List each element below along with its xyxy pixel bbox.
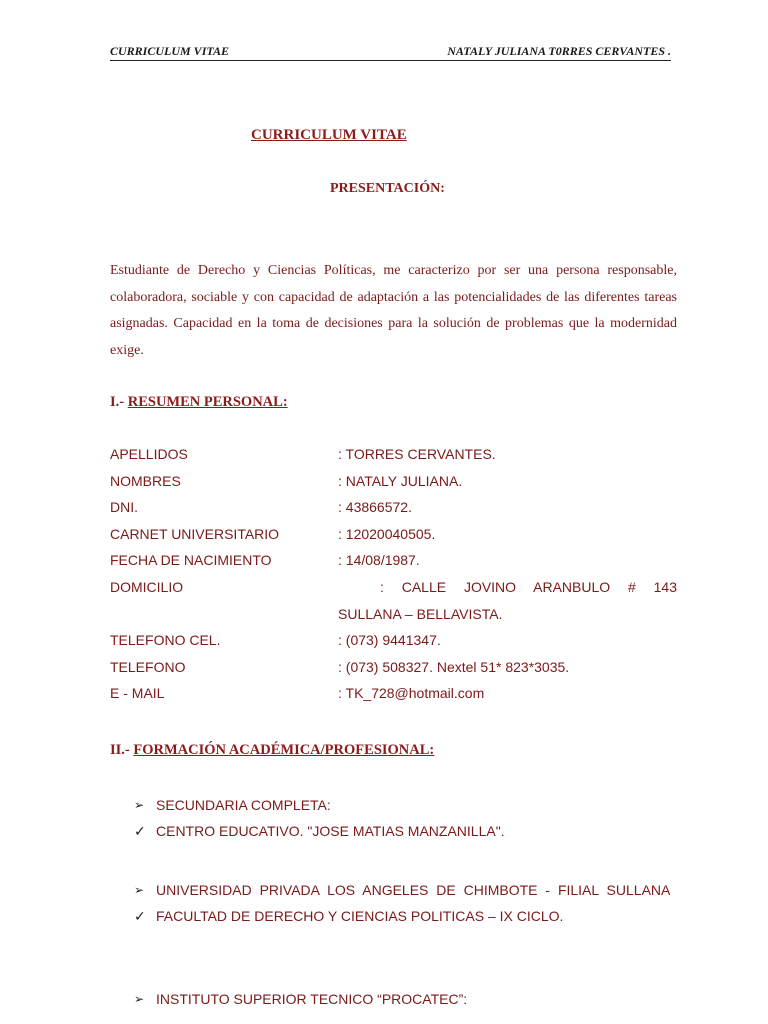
info-row-domicilio-cont bbox=[110, 606, 677, 633]
info-key: APELLIDOS bbox=[110, 446, 188, 462]
info-value: : NATALY JULIANA. bbox=[338, 472, 463, 489]
info-key: NOMBRES bbox=[110, 472, 181, 489]
info-row-email bbox=[110, 685, 677, 712]
info-key: FECHA DE NACIMIENTO bbox=[110, 552, 272, 569]
section-label: FORMACIÓN ACADÉMICA/PROFESIONAL: bbox=[133, 742, 435, 758]
list-subitem-label: CENTRO EDUCATIVO. "JOSE MATIAS MANZANILLA". bbox=[156, 823, 505, 839]
info-key: CARNET UNIVERSITARIO bbox=[110, 525, 280, 542]
info-row-carnet bbox=[110, 526, 677, 553]
presentation-heading: PRESENTACIÓN: bbox=[330, 181, 445, 196]
info-value: : 12020040505. bbox=[338, 525, 436, 542]
personal-info bbox=[110, 446, 677, 712]
header-left: CURRICULUM VITAE bbox=[110, 44, 230, 58]
arrow-bullet-icon: ➢ bbox=[134, 883, 145, 897]
list-item-label: UNIVERSIDAD PRIVADA LOS ANGELES DE CHIMBOTE - FILIAL SULLANA bbox=[156, 882, 671, 898]
section-label: RESUMEN PERSONAL: bbox=[127, 394, 288, 410]
list-item-label: INSTITUTO SUPERIOR TECNICO “PROCATEC”: bbox=[156, 991, 468, 1007]
arrow-bullet-icon: ➢ bbox=[134, 992, 145, 1006]
list-item bbox=[134, 986, 677, 1012]
arrow-bullet-icon: ➢ bbox=[134, 798, 145, 812]
header-right: NATALY JULIANA T0RRES CERVANTES . bbox=[447, 44, 671, 58]
info-value: : TORRES CERVANTES. bbox=[338, 446, 496, 462]
section-personal-heading bbox=[110, 394, 288, 411]
section-number: II.- bbox=[110, 742, 134, 758]
info-key: E - MAIL bbox=[110, 685, 165, 702]
info-row-domicilio bbox=[110, 579, 677, 606]
info-key: DOMICILIO bbox=[110, 578, 184, 595]
section-education-heading bbox=[110, 742, 434, 759]
list-item bbox=[134, 792, 677, 818]
info-row-telefono bbox=[110, 659, 677, 686]
info-key: DNI. bbox=[110, 499, 138, 516]
info-value: : CALLE JOVINO ARANBULO # 143 bbox=[380, 578, 677, 595]
list-subitem-label: FACULTAD DE DERECHO Y CIENCIAS POLITICAS – IX CICLO. bbox=[156, 908, 564, 924]
list-item-label: SECUNDARIA COMPLETA: bbox=[156, 797, 331, 813]
info-row-nombres bbox=[110, 473, 677, 500]
document-title: CURRICULUM VITAE bbox=[251, 127, 407, 143]
info-value: : 14/08/1987. bbox=[338, 552, 420, 569]
education-list-universidad bbox=[134, 877, 677, 929]
info-key: TELEFONO CEL. bbox=[110, 632, 221, 649]
info-row-dni bbox=[110, 499, 677, 526]
list-subitem bbox=[88, 903, 677, 929]
list-item bbox=[134, 877, 677, 903]
info-value: : (073) 9441347. bbox=[338, 632, 441, 649]
section-number: I.- bbox=[110, 394, 128, 410]
checkmark-icon: ✓ bbox=[134, 823, 146, 839]
info-key: TELEFONO bbox=[110, 658, 186, 675]
intro-paragraph: Estudiante de Derecho y Ciencias Políticas, me caracterizo por ser una persona responsable, colaboradora, sociable y con capacidad de adaptación a las potencialidades de las diferentes tareas asignadas. Capacidad en la toma de decisiones para la solución de problemas que la modernidad exige. bbox=[110, 263, 677, 358]
checkmark-icon: ✓ bbox=[134, 908, 146, 924]
info-row-apellidos bbox=[110, 446, 677, 473]
info-row-fecha bbox=[110, 552, 677, 579]
info-value-continued: SULLANA – BELLAVISTA. bbox=[338, 605, 503, 622]
info-value: : (073) 508327. Nextel 51* 823*3035. bbox=[338, 658, 570, 675]
info-value: : 43866572. bbox=[338, 499, 412, 516]
page-header bbox=[110, 44, 671, 61]
info-value: : TK_728@hotmail.com bbox=[338, 685, 485, 702]
education-list-instituto bbox=[134, 986, 677, 1012]
education-list-secundaria bbox=[134, 792, 677, 844]
list-subitem bbox=[88, 818, 677, 844]
info-row-celular bbox=[110, 632, 677, 659]
